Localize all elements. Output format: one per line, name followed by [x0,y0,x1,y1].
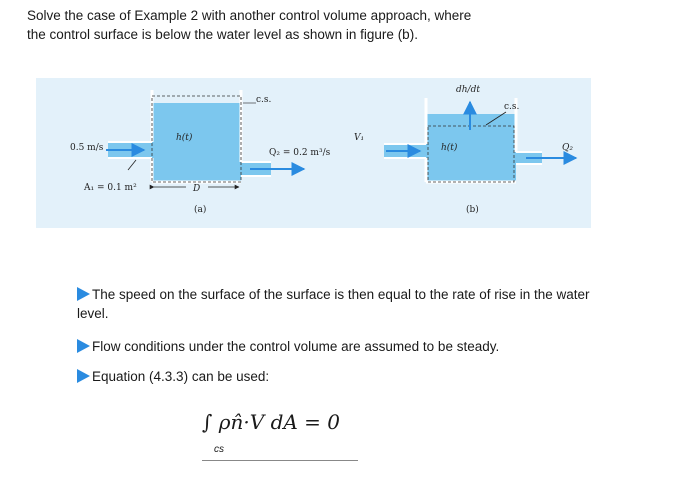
figure-a [70,90,331,215]
triangle-bullet-icon [77,369,90,383]
bullet-text-2: Flow conditions under the control volume are assumed to be steady. [92,339,500,354]
height-label-a: h(t) [176,133,193,143]
control-volume-figure [36,78,591,228]
equation-subscript: cs [214,444,224,455]
bullet-item-2 [77,337,617,356]
outflow-label-b: Q₂ [562,143,573,153]
outflow-label-a: Q₂ = 0.2 m³/s [269,148,331,158]
bullet-text-3: Equation (4.3.3) can be used: [92,369,270,384]
cs-label-a: c.s. [256,95,272,105]
bullet-item-3 [77,367,617,386]
height-label-b: h(t) [441,143,458,153]
continuity-equation [202,410,362,462]
bullet-text-1: The speed on the surface of the surface is then equal to the rate of rise in the water level. [77,287,590,321]
caption-b: (b) [466,205,479,215]
diameter-label: D [193,184,201,194]
problem-statement: Solve the case of Example 2 with another control volume approach, where the control surface is below the water level as shown in figure (b). [27,8,472,42]
figure-b [354,85,576,215]
figure-svg [36,78,591,228]
cs-label-b: c.s. [504,102,520,112]
inlet-speed-label: 0.5 m/s [70,143,104,153]
triangle-bullet-icon [77,287,90,301]
bullet-item-1 [77,285,617,323]
caption-a: (a) [194,205,207,215]
rise-label: dh/dt [456,85,480,95]
equation-main: ∫ ρn̂·V dA = 0 [202,410,341,434]
triangle-bullet-icon [77,339,90,353]
inlet-area-label: A₁ = 0.1 m² [84,183,137,193]
velocity-label-b: V₁ [354,133,365,143]
tank-a-water [152,103,241,181]
equation-underline [202,460,358,461]
